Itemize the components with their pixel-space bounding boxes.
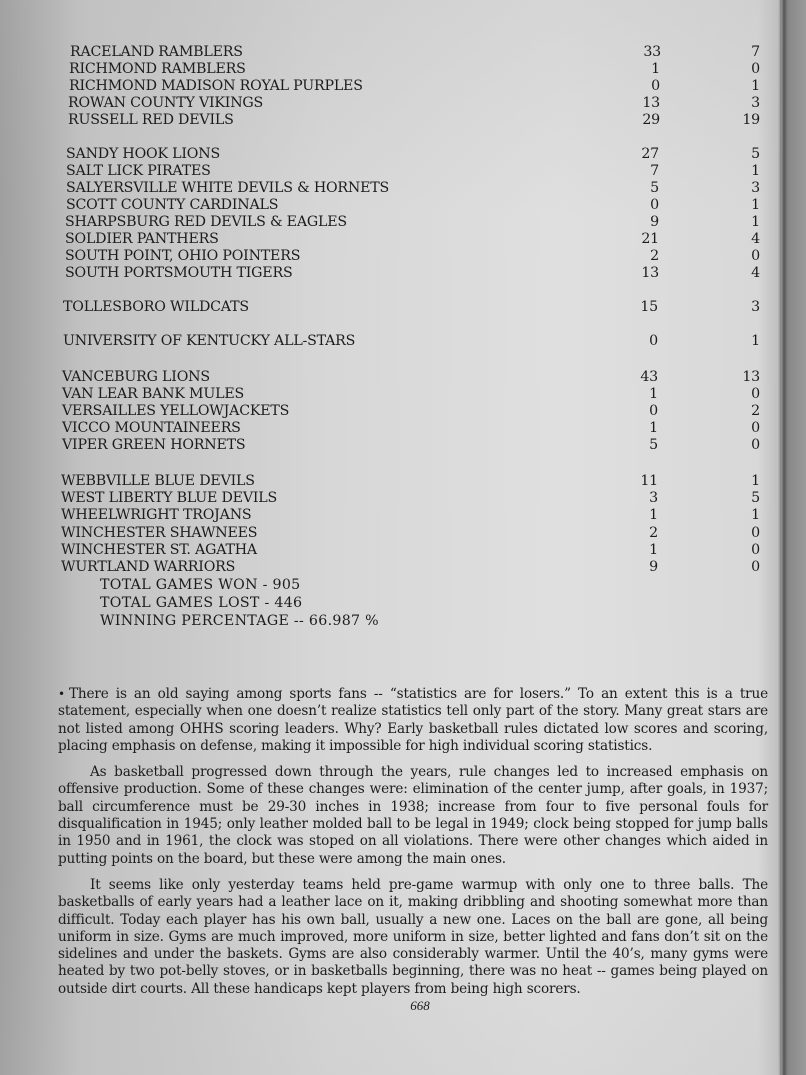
table-row xyxy=(69,61,769,78)
table-row xyxy=(61,490,761,507)
games-won: 0 xyxy=(651,78,660,94)
games-won: 0 xyxy=(650,197,659,213)
team-name: SCOTT COUNTY CARDINALS xyxy=(66,197,279,213)
table-row xyxy=(61,542,761,559)
team-name: VANCEBURG LIONS xyxy=(62,369,210,385)
total-games-lost: TOTAL GAMES LOST - 446 xyxy=(100,595,303,611)
games-won: 5 xyxy=(649,437,658,453)
table-row xyxy=(65,248,765,265)
games-lost: 7 xyxy=(751,44,760,60)
team-name: ROWAN COUNTY VIKINGS xyxy=(68,95,264,111)
table-row xyxy=(70,44,770,61)
paragraph-statistics: • There is an old saying among sports fans -- “statistics are for losers.” To an extent this is a true statement, especially when one doesn’t realize statistics tell only part of the story. Many great stars are not listed among OHHS scoring leaders. Why? Early basketball rules dictated low scores and scoring, placing emphasis on defense, making it impossible for high individual scoring statistics. xyxy=(58,686,768,754)
games-lost: 4 xyxy=(751,231,760,247)
team-name: RICHMOND MADISON ROYAL PURPLES xyxy=(69,78,363,94)
table-row xyxy=(69,78,769,95)
team-name: RICHMOND RAMBLERS xyxy=(69,61,246,77)
games-won: 9 xyxy=(649,559,658,575)
team-name: RACELAND RAMBLERS xyxy=(70,44,243,60)
team-name: SOLDIER PANTHERS xyxy=(65,231,219,247)
team-name: WHEELWRIGHT TROJANS xyxy=(61,507,252,523)
book-spine-edge xyxy=(781,0,787,1075)
games-lost: 0 xyxy=(751,61,760,77)
games-won: 13 xyxy=(641,265,659,281)
team-name: WURTLAND WARRIORS xyxy=(61,559,236,575)
games-won: 29 xyxy=(642,112,660,128)
games-won: 0 xyxy=(649,403,658,419)
games-lost: 13 xyxy=(742,369,760,385)
games-won: 1 xyxy=(649,386,658,402)
team-name: SOUTH POINT, OHIO POINTERS xyxy=(65,248,301,264)
games-lost: 0 xyxy=(751,525,760,541)
games-lost: 1 xyxy=(751,507,760,523)
paragraph-early-years: It seems like only yesterday teams held pre-game warmup with only one to three balls. The basketballs of early years had a leather lace on it, making dribbling and shooting somewhat more than difficult. Today each player has his own ball, usually a new one. Laces on the ball are gone, all being uniform in size. Gyms are much improved, more uniform in size, better lighted and fans don’t sit on the sidelines and under the baskets. Gyms are also considerably warmer. Until the 40’s, many gyms were heated by two pot-belly stoves, or in basketballs beginning, there was no heat -- games being played on outside dirt courts. All these handicaps kept players from being high scorers. xyxy=(58,876,768,997)
games-lost: 0 xyxy=(751,386,760,402)
table-row xyxy=(61,473,761,490)
team-name: SALT LICK PIRATES xyxy=(66,163,211,179)
games-won: 13 xyxy=(642,95,660,111)
table-row xyxy=(62,420,762,437)
games-won: 33 xyxy=(643,44,661,60)
games-won: 43 xyxy=(640,369,658,385)
games-lost: 19 xyxy=(742,112,760,128)
games-lost: 1 xyxy=(751,78,760,94)
table-row xyxy=(62,437,762,454)
games-won: 2 xyxy=(649,525,658,541)
table-row xyxy=(65,214,765,231)
games-won: 21 xyxy=(641,231,659,247)
games-won: 3 xyxy=(649,490,658,506)
games-lost: 3 xyxy=(751,180,760,196)
team-name: WINCHESTER ST. AGATHA xyxy=(61,542,257,558)
games-lost: 5 xyxy=(751,146,760,162)
games-lost: 1 xyxy=(751,333,760,349)
games-lost: 2 xyxy=(751,403,760,419)
bullet-icon: • xyxy=(58,687,65,701)
table-row xyxy=(62,386,762,403)
table-row xyxy=(61,559,761,576)
table-row xyxy=(68,112,768,129)
games-lost: 0 xyxy=(751,559,760,575)
table-row xyxy=(66,146,766,163)
table-row xyxy=(62,403,762,420)
games-lost: 3 xyxy=(751,95,760,111)
games-lost: 3 xyxy=(751,299,760,315)
team-name: VAN LEAR BANK MULES xyxy=(62,386,245,402)
games-lost: 1 xyxy=(751,197,760,213)
total-games-won: TOTAL GAMES WON - 905 xyxy=(100,577,301,593)
games-won: 9 xyxy=(650,214,659,230)
page-number: 668 xyxy=(410,998,430,1013)
table-row xyxy=(61,507,761,524)
team-name: SANDY HOOK LIONS xyxy=(66,146,220,162)
table-row xyxy=(66,180,766,197)
table-row xyxy=(66,163,766,180)
games-won: 11 xyxy=(640,473,658,489)
paragraph-rule-changes: As basketball progressed down through the years, rule changes led to increased emphasis on offensive production. Some of these changes were: elimination of the center jump, after goals, in 1937; ball circumference must be 29-30 inches in 1938; increase from four to five personal fouls for disqualification in 1945; only leather molded ball to be legal in 1949; clock being stopped for jump balls in 1950 and in 1961, the clock was stoped on all violations. There were other changes which aided in putting points on the board, but these were among the main ones. xyxy=(58,764,768,867)
table-row xyxy=(65,231,765,248)
games-won: 1 xyxy=(649,507,658,523)
team-name: VIPER GREEN HORNETS xyxy=(62,437,246,453)
games-won: 0 xyxy=(649,333,658,349)
team-name: VICCO MOUNTAINEERS xyxy=(62,420,241,436)
team-name: SOUTH PORTSMOUTH TIGERS xyxy=(65,265,293,281)
season-totals xyxy=(100,576,379,630)
games-won: 1 xyxy=(649,420,658,436)
games-won: 2 xyxy=(650,248,659,264)
commentary-text xyxy=(58,686,768,1007)
games-won: 27 xyxy=(641,146,659,162)
games-won: 15 xyxy=(640,299,658,315)
table-row xyxy=(63,299,763,316)
team-name: SALYERSVILLE WHITE DEVILS & HORNETS xyxy=(66,180,390,196)
team-name: RUSSELL RED DEVILS xyxy=(68,112,234,128)
table-row xyxy=(68,95,768,112)
team-name: VERSAILLES YELLOWJACKETS xyxy=(62,403,290,419)
table-row xyxy=(63,333,763,350)
team-name: WINCHESTER SHAWNEES xyxy=(61,525,258,541)
games-lost: 1 xyxy=(751,473,760,489)
games-won: 7 xyxy=(650,163,659,179)
games-lost: 4 xyxy=(751,265,760,281)
games-lost: 0 xyxy=(751,248,760,264)
team-name: TOLLESBORO WILDCATS xyxy=(63,299,249,315)
team-name: UNIVERSITY OF KENTUCKY ALL-STARS xyxy=(63,333,356,349)
winning-percentage: WINNING PERCENTAGE -- 66.987 % xyxy=(100,613,379,629)
games-lost: 1 xyxy=(751,163,760,179)
games-won: 5 xyxy=(650,180,659,196)
games-won: 1 xyxy=(649,542,658,558)
games-lost: 0 xyxy=(751,420,760,436)
games-lost: 1 xyxy=(751,214,760,230)
games-lost: 5 xyxy=(751,490,760,506)
table-row xyxy=(62,369,762,386)
team-name: SHARPSBURG RED DEVILS & EAGLES xyxy=(65,214,347,230)
table-row xyxy=(65,265,765,282)
games-lost: 0 xyxy=(751,542,760,558)
team-name: WEBBVILLE BLUE DEVILS xyxy=(61,473,255,489)
table-row xyxy=(66,197,766,214)
team-name: WEST LIBERTY BLUE DEVILS xyxy=(61,490,278,506)
table-row xyxy=(61,525,761,542)
games-lost: 0 xyxy=(751,437,760,453)
games-won: 1 xyxy=(651,61,660,77)
